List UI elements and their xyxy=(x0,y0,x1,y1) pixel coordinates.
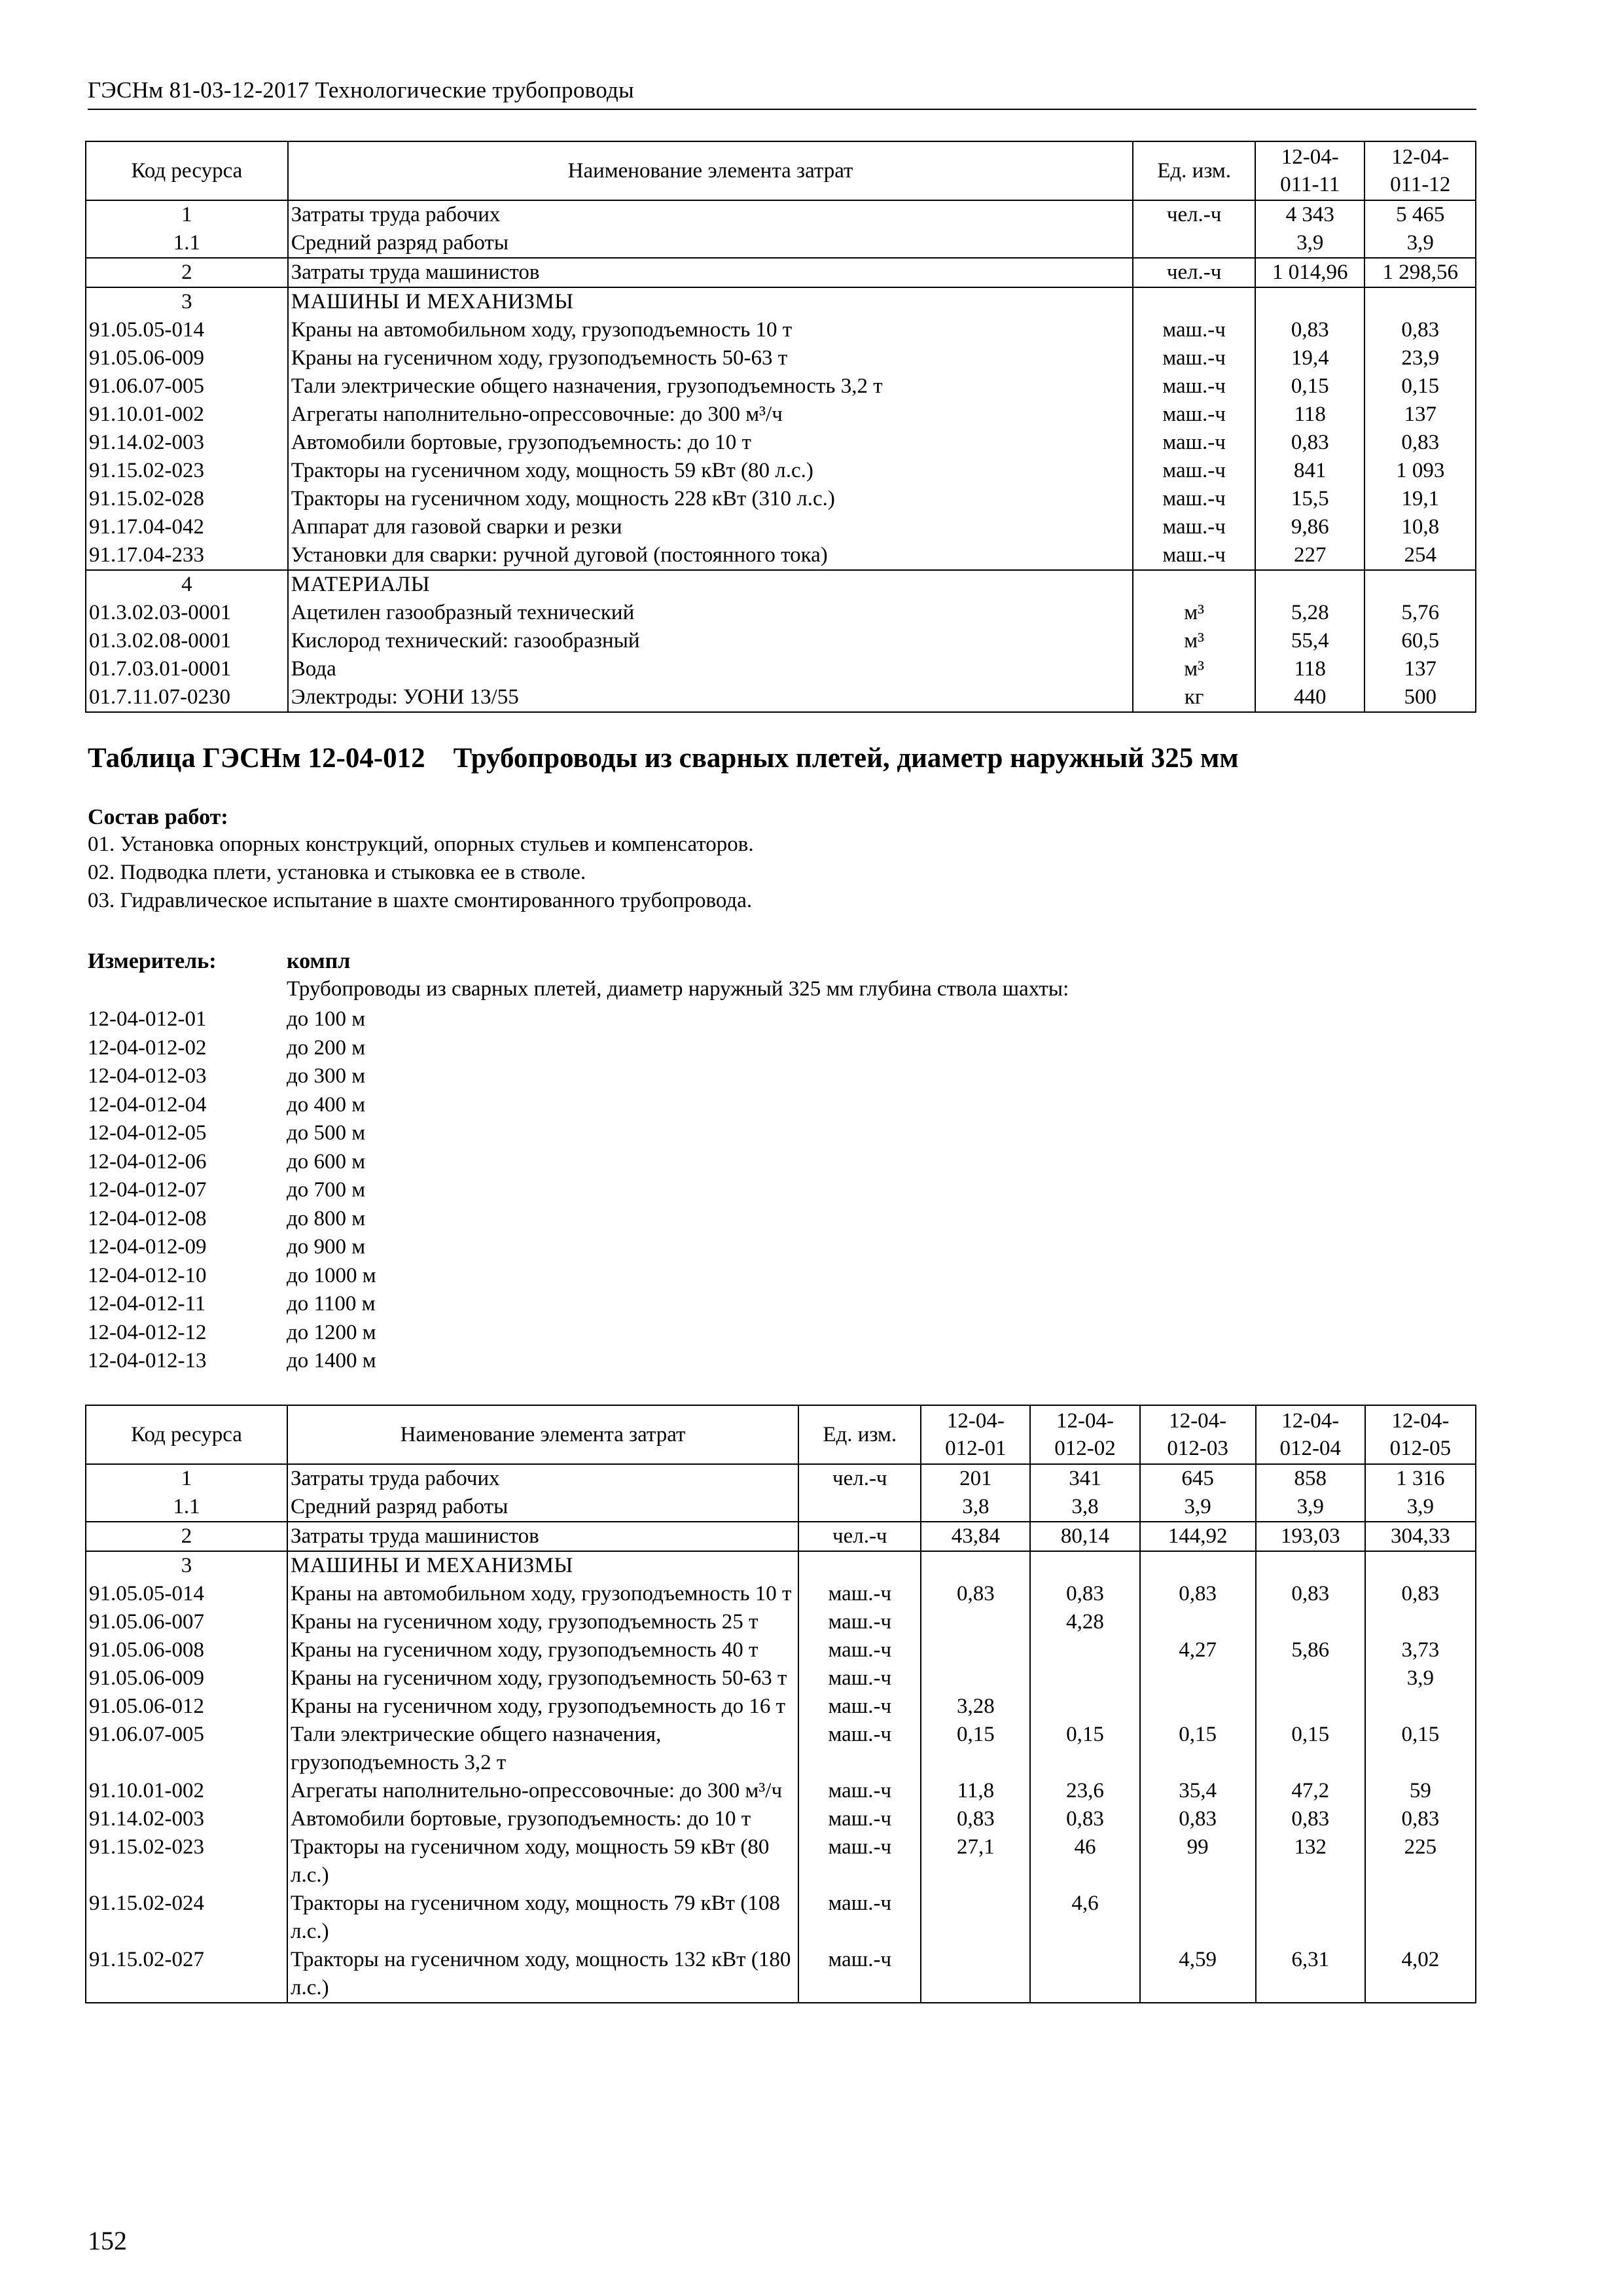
resource-code: 1 xyxy=(86,200,288,229)
table-row xyxy=(86,200,1476,229)
value-cell: 23,6 xyxy=(1030,1777,1139,1805)
table-row xyxy=(86,1777,1476,1805)
value-cell xyxy=(1140,1890,1256,1946)
value-cell: 3,9 xyxy=(1256,1493,1365,1522)
value-cell: 15,5 xyxy=(1255,485,1364,513)
resource-code: 01.7.03.01-0001 xyxy=(86,655,288,683)
value-cell: 0,83 xyxy=(1256,1805,1365,1833)
value-cell: 3,9 xyxy=(1365,1493,1476,1522)
table-row xyxy=(86,372,1476,401)
resource-name: Тали электрические общего назначения, грузоподъемность 3,2 т xyxy=(288,372,1133,401)
value-cell: 500 xyxy=(1364,683,1476,712)
value-cell xyxy=(1256,1890,1365,1946)
value-cell xyxy=(1030,1636,1139,1664)
resource-code: 3 xyxy=(86,287,288,316)
norm-code: 12-04-012-10 xyxy=(88,1263,207,1287)
table-row xyxy=(86,1833,1476,1890)
table-row xyxy=(86,1693,1476,1721)
value-cell: 3,9 xyxy=(1255,229,1364,258)
table-header-row xyxy=(86,141,1476,200)
table-row xyxy=(86,683,1476,712)
value-cell: 0,83 xyxy=(1255,316,1364,344)
value-cell xyxy=(1030,1664,1139,1693)
table-row xyxy=(86,1522,1476,1551)
column-header: Код ресурса xyxy=(86,1405,287,1464)
table-row xyxy=(86,1664,1476,1693)
resource-code: 1 xyxy=(86,1464,287,1493)
table-row xyxy=(86,627,1476,655)
unit-cell: м³ xyxy=(1133,599,1255,627)
value-cell: 0,15 xyxy=(1364,372,1476,401)
value-cell xyxy=(1140,1693,1256,1721)
table-row xyxy=(86,655,1476,683)
resource-name: Краны на гусеничном ходу, грузоподъемность 50-63 т xyxy=(287,1664,798,1693)
value-cell: 5,86 xyxy=(1256,1636,1365,1664)
value-cell: 59 xyxy=(1365,1777,1476,1805)
resource-name: Средний разряд работы xyxy=(287,1493,798,1522)
resource-table-012 xyxy=(85,1405,1476,2003)
value-cell: 440 xyxy=(1255,683,1364,712)
unit-cell xyxy=(798,1493,921,1522)
unit-cell: чел.-ч xyxy=(1133,258,1255,287)
resource-code: 91.05.06-012 xyxy=(86,1693,287,1721)
norm-code: 12-04-012-11 xyxy=(88,1292,206,1316)
value-cell: 35,4 xyxy=(1140,1777,1256,1805)
resource-code: 91.15.02-028 xyxy=(86,485,288,513)
unit-cell: маш.-ч xyxy=(798,1693,921,1721)
unit-cell: маш.-ч xyxy=(1133,344,1255,372)
norm-code: 12-04-012-13 xyxy=(88,1349,207,1372)
work-item: 02. Подводка плети, установка и стыковка ее в стволе. xyxy=(88,861,586,884)
value-cell: 645 xyxy=(1140,1464,1256,1493)
value-cell: 0,83 xyxy=(1140,1805,1256,1833)
table-row xyxy=(86,1805,1476,1833)
measurer-label: Измеритель: xyxy=(88,949,217,973)
resource-code: 2 xyxy=(86,1522,287,1551)
value-cell: 5,76 xyxy=(1364,599,1476,627)
column-header: Код ресурса xyxy=(86,141,288,200)
value-cell xyxy=(1030,1946,1139,2003)
resource-code: 91.17.04-042 xyxy=(86,513,288,541)
resource-name: Автомобили бортовые, грузоподъемность: до 10 т xyxy=(287,1805,798,1833)
value-cell: 10,8 xyxy=(1364,513,1476,541)
shaft-depth: до 200 м xyxy=(287,1035,366,1060)
resource-name: Затраты труда рабочих xyxy=(288,200,1133,229)
value-cell xyxy=(921,1946,1030,2003)
value-cell: 858 xyxy=(1256,1464,1365,1493)
resource-name: Краны на гусеничном ходу, грузоподъемность 40 т xyxy=(287,1636,798,1664)
value-cell xyxy=(1256,1551,1365,1580)
resource-name: Тракторы на гусеничном ходу, мощность 132 кВт (180 л.с.) xyxy=(287,1946,798,2003)
resource-name: Автомобили бортовые, грузоподъемность: до 10 т xyxy=(288,429,1133,457)
table-row xyxy=(86,1464,1476,1493)
value-cell: 0,83 xyxy=(921,1805,1030,1833)
norm-code-header: 12-04- 012-03 xyxy=(1140,1405,1256,1464)
resource-name: Краны на гусеничном ходу, грузоподъемность 50-63 т xyxy=(288,344,1133,372)
header-rule xyxy=(88,109,1476,110)
shaft-depth: до 800 м xyxy=(287,1206,366,1230)
unit-cell: маш.-ч xyxy=(1133,457,1255,485)
norm-code-header: 12-04- 012-05 xyxy=(1365,1405,1476,1464)
value-cell: 0,83 xyxy=(1365,1580,1476,1608)
unit-cell xyxy=(1133,570,1255,599)
unit-cell: маш.-ч xyxy=(798,1664,921,1693)
value-cell xyxy=(1365,1551,1476,1580)
value-cell: 3,9 xyxy=(1365,1664,1476,1693)
norm-code: 12-04-012-05 xyxy=(88,1121,207,1145)
resource-code: 91.15.02-023 xyxy=(86,457,288,485)
value-cell: 55,4 xyxy=(1255,627,1364,655)
resource-code: 2 xyxy=(86,258,288,287)
resource-name: Краны на автомобильном ходу, грузоподъемность 10 т xyxy=(288,316,1133,344)
unit-cell: чел.-ч xyxy=(798,1522,921,1551)
value-cell: 0,15 xyxy=(1255,372,1364,401)
unit-cell: маш.-ч xyxy=(798,1636,921,1664)
shaft-depth: до 1000 м xyxy=(287,1263,376,1287)
value-cell: 3,9 xyxy=(1140,1493,1256,1522)
value-cell: 118 xyxy=(1255,401,1364,429)
value-cell: 144,92 xyxy=(1140,1522,1256,1551)
value-cell: 0,83 xyxy=(921,1580,1030,1608)
value-cell: 1 298,56 xyxy=(1364,258,1476,287)
resource-name: Аппарат для газовой сварки и резки xyxy=(288,513,1133,541)
table-row xyxy=(86,258,1476,287)
norm-code-header: 12-04- 012-02 xyxy=(1030,1405,1139,1464)
norm-code: 12-04-012-04 xyxy=(88,1092,207,1117)
resource-code: 91.17.04-233 xyxy=(86,541,288,570)
resource-name: Краны на гусеничном ходу, грузоподъемность до 16 т xyxy=(287,1693,798,1721)
table-row xyxy=(86,457,1476,485)
value-cell xyxy=(1030,1551,1139,1580)
table-row xyxy=(86,513,1476,541)
value-cell xyxy=(921,1551,1030,1580)
section-row xyxy=(86,570,1476,599)
value-cell: 1 316 xyxy=(1365,1464,1476,1493)
value-cell xyxy=(1255,287,1364,316)
value-cell: 0,15 xyxy=(921,1721,1030,1777)
shaft-depth: до 1100 м xyxy=(287,1292,376,1316)
value-cell: 841 xyxy=(1255,457,1364,485)
resource-code: 91.05.05-014 xyxy=(86,1580,287,1608)
table-row xyxy=(86,429,1476,457)
value-cell: 304,33 xyxy=(1365,1522,1476,1551)
value-cell xyxy=(1030,1693,1139,1721)
value-cell: 0,83 xyxy=(1255,429,1364,457)
value-cell xyxy=(1365,1693,1476,1721)
resource-code: 1.1 xyxy=(86,1493,287,1522)
value-cell: 137 xyxy=(1364,401,1476,429)
norm-code: 12-04-012-12 xyxy=(88,1320,207,1344)
running-header: ГЭСНм 81-03-12-2017 Технологические трубопроводы xyxy=(88,77,634,103)
value-cell: 4,27 xyxy=(1140,1636,1256,1664)
resource-table-011 xyxy=(85,141,1476,713)
resource-name: Агрегаты наполнительно-опрессовочные: до 300 м³/ч xyxy=(287,1777,798,1805)
value-cell xyxy=(1365,1890,1476,1946)
value-cell xyxy=(1140,1608,1256,1636)
value-cell: 4,59 xyxy=(1140,1946,1256,2003)
table-row xyxy=(86,401,1476,429)
unit-cell: кг xyxy=(1133,683,1255,712)
norm-code: 12-04-012-09 xyxy=(88,1235,207,1259)
unit-cell: маш.-ч xyxy=(1133,513,1255,541)
resource-code: 91.05.06-009 xyxy=(86,344,288,372)
resource-code: 1.1 xyxy=(86,229,288,258)
shaft-depth: до 700 м xyxy=(287,1178,366,1202)
works-heading: Состав работ: xyxy=(88,805,228,829)
resource-code: 91.05.05-014 xyxy=(86,316,288,344)
value-cell: 4,28 xyxy=(1030,1608,1139,1636)
resource-code: 01.7.11.07-0230 xyxy=(86,683,288,712)
value-cell xyxy=(1364,570,1476,599)
value-cell: 225 xyxy=(1365,1833,1476,1890)
value-cell: 80,14 xyxy=(1030,1522,1139,1551)
value-cell: 118 xyxy=(1255,655,1364,683)
measurer-description: Трубопроводы из сварных плетей, диаметр наружный 325 мм глубина ствола шахты: xyxy=(287,977,1069,1001)
value-cell: 0,15 xyxy=(1365,1721,1476,1777)
value-cell: 3,8 xyxy=(1030,1493,1139,1522)
shaft-depth: до 900 м xyxy=(287,1235,366,1259)
resource-code: 91.06.07-005 xyxy=(86,372,288,401)
value-cell: 0,83 xyxy=(1140,1580,1256,1608)
value-cell: 47,2 xyxy=(1256,1777,1365,1805)
norm-code: 12-04-012-08 xyxy=(88,1206,207,1230)
value-cell: 137 xyxy=(1364,655,1476,683)
shaft-depth: до 400 м xyxy=(287,1092,366,1117)
column-header: Ед. изм. xyxy=(798,1405,921,1464)
value-cell: 0,83 xyxy=(1030,1580,1139,1608)
value-cell: 0,83 xyxy=(1364,429,1476,457)
resource-code: 3 xyxy=(86,1551,287,1580)
resource-name: Краны на гусеничном ходу, грузоподъемность 25 т xyxy=(287,1608,798,1636)
unit-cell: маш.-ч xyxy=(1133,316,1255,344)
value-cell: 341 xyxy=(1030,1464,1139,1493)
norm-code: 12-04-012-06 xyxy=(88,1149,207,1174)
shaft-depth: до 300 м xyxy=(287,1064,366,1088)
value-cell: 1 093 xyxy=(1364,457,1476,485)
norm-code: 12-04-012-02 xyxy=(88,1035,207,1060)
table-row xyxy=(86,1580,1476,1608)
resource-name: Тракторы на гусеничном ходу, мощность 59 кВт (80 л.с.) xyxy=(287,1833,798,1890)
value-cell: 27,1 xyxy=(921,1833,1030,1890)
value-cell: 0,15 xyxy=(1030,1721,1139,1777)
value-cell: 9,86 xyxy=(1255,513,1364,541)
resource-name: Краны на автомобильном ходу, грузоподъемность 10 т xyxy=(287,1580,798,1608)
resource-code: 01.3.02.08-0001 xyxy=(86,627,288,655)
unit-cell: маш.-ч xyxy=(798,1777,921,1805)
value-cell: 60,5 xyxy=(1364,627,1476,655)
value-cell: 11,8 xyxy=(921,1777,1030,1805)
value-cell: 227 xyxy=(1255,541,1364,570)
shaft-depth: до 1200 м xyxy=(287,1320,376,1344)
resource-code: 91.05.06-008 xyxy=(86,1636,287,1664)
unit-cell: чел.-ч xyxy=(798,1464,921,1493)
value-cell: 254 xyxy=(1364,541,1476,570)
value-cell xyxy=(1256,1664,1365,1693)
value-cell xyxy=(921,1608,1030,1636)
resource-name: МАШИНЫ И МЕХАНИЗМЫ xyxy=(287,1551,798,1580)
unit-cell: чел.-ч xyxy=(1133,200,1255,229)
value-cell: 0,83 xyxy=(1030,1805,1139,1833)
work-item: 01. Установка опорных конструкций, опорных стульев и компенсаторов. xyxy=(88,833,754,856)
shaft-depth: до 500 м xyxy=(287,1121,366,1145)
norm-code-header: 12-04- 012-04 xyxy=(1256,1405,1365,1464)
unit-cell: маш.-ч xyxy=(798,1608,921,1636)
value-cell: 4,02 xyxy=(1365,1946,1476,2003)
value-cell xyxy=(1256,1693,1365,1721)
table-row xyxy=(86,316,1476,344)
value-cell: 99 xyxy=(1140,1833,1256,1890)
value-cell xyxy=(1365,1608,1476,1636)
value-cell: 5,28 xyxy=(1255,599,1364,627)
unit-cell: маш.-ч xyxy=(1133,541,1255,570)
unit-cell: маш.-ч xyxy=(798,1833,921,1890)
unit-cell: маш.-ч xyxy=(798,1805,921,1833)
table-row xyxy=(86,485,1476,513)
value-cell: 4,6 xyxy=(1030,1890,1139,1946)
section-row xyxy=(86,287,1476,316)
resource-code: 91.15.02-023 xyxy=(86,1833,287,1890)
table-header-row xyxy=(86,1405,1476,1464)
resource-name: Затраты труда машинистов xyxy=(287,1522,798,1551)
value-cell: 132 xyxy=(1256,1833,1365,1890)
value-cell: 3,8 xyxy=(921,1493,1030,1522)
table-row xyxy=(86,1608,1476,1636)
resource-name: Тракторы на гусеничном ходу, мощность 79 кВт (108 л.с.) xyxy=(287,1890,798,1946)
value-cell: 3,28 xyxy=(921,1693,1030,1721)
resource-name: Агрегаты наполнительно-опрессовочные: до 300 м³/ч xyxy=(288,401,1133,429)
value-cell: 193,03 xyxy=(1256,1522,1365,1551)
table-row xyxy=(86,541,1476,570)
value-cell: 1 014,96 xyxy=(1255,258,1364,287)
resource-name: Тали электрические общего назначения, грузоподъемность 3,2 т xyxy=(287,1721,798,1777)
shaft-depth: до 1400 м xyxy=(287,1349,376,1372)
resource-code: 91.05.06-009 xyxy=(86,1664,287,1693)
value-cell: 6,31 xyxy=(1256,1946,1365,2003)
unit-cell: м³ xyxy=(1133,655,1255,683)
unit-cell: маш.-ч xyxy=(798,1721,921,1777)
resource-name: Вода xyxy=(288,655,1133,683)
table-row xyxy=(86,1721,1476,1777)
resource-code: 91.14.02-003 xyxy=(86,1805,287,1833)
shaft-depth: до 600 м xyxy=(287,1149,366,1174)
page-number: 152 xyxy=(88,2226,127,2255)
unit-cell: маш.-ч xyxy=(1133,372,1255,401)
resource-code: 91.10.01-002 xyxy=(86,1777,287,1805)
norm-code: 12-04-012-01 xyxy=(88,1007,207,1031)
unit-cell: маш.-ч xyxy=(1133,485,1255,513)
section-row xyxy=(86,1551,1476,1580)
value-cell xyxy=(1140,1551,1256,1580)
table-title: Таблица ГЭСНм 12-04-012 Трубопроводы из сварных плетей, диаметр наружный 325 мм xyxy=(88,743,1239,774)
table-row xyxy=(86,1636,1476,1664)
value-cell: 0,83 xyxy=(1256,1580,1365,1608)
resource-name: Тракторы на гусеничном ходу, мощность 59 кВт (80 л.с.) xyxy=(288,457,1133,485)
resource-code: 91.15.02-027 xyxy=(86,1946,287,2003)
measurer-unit: компл xyxy=(287,949,351,973)
value-cell: 0,15 xyxy=(1140,1721,1256,1777)
value-cell xyxy=(921,1636,1030,1664)
unit-cell: маш.-ч xyxy=(1133,429,1255,457)
resource-code: 4 xyxy=(86,570,288,599)
resource-name: Затраты труда рабочих xyxy=(287,1464,798,1493)
norm-code: 12-04-012-03 xyxy=(88,1064,207,1088)
work-item: 03. Гидравлическое испытание в шахте смонтированного трубопровода. xyxy=(88,889,753,912)
resource-name: Установки для сварки: ручной дуговой (постоянного тока) xyxy=(288,541,1133,570)
value-cell xyxy=(1256,1608,1365,1636)
column-header: Наименование элемента затрат xyxy=(287,1405,798,1464)
resource-code: 91.15.02-024 xyxy=(86,1890,287,1946)
value-cell: 19,4 xyxy=(1255,344,1364,372)
resource-code: 91.06.07-005 xyxy=(86,1721,287,1777)
resource-name: МАТЕРИАЛЫ xyxy=(288,570,1133,599)
norm-code: 12-04-012-07 xyxy=(88,1178,207,1202)
value-cell xyxy=(921,1890,1030,1946)
table-row xyxy=(86,599,1476,627)
unit-cell xyxy=(798,1551,921,1580)
resource-code: 01.3.02.03-0001 xyxy=(86,599,288,627)
shaft-depth: до 100 м xyxy=(287,1007,366,1031)
value-cell: 0,83 xyxy=(1364,316,1476,344)
norm-code-header: 12-04- 011-12 xyxy=(1364,141,1476,200)
unit-cell xyxy=(1133,287,1255,316)
value-cell: 4 343 xyxy=(1255,200,1364,229)
resource-name: Тракторы на гусеничном ходу, мощность 228 кВт (310 л.с.) xyxy=(288,485,1133,513)
value-cell: 23,9 xyxy=(1364,344,1476,372)
value-cell: 43,84 xyxy=(921,1522,1030,1551)
unit-cell xyxy=(1133,229,1255,258)
unit-cell: маш.-ч xyxy=(798,1946,921,2003)
unit-cell: маш.-ч xyxy=(798,1890,921,1946)
resource-name: Затраты труда машинистов xyxy=(288,258,1133,287)
resource-name: Ацетилен газообразный технический xyxy=(288,599,1133,627)
resource-name: Средний разряд работы xyxy=(288,229,1133,258)
unit-cell: м³ xyxy=(1133,627,1255,655)
value-cell: 3,9 xyxy=(1364,229,1476,258)
resource-code: 91.10.01-002 xyxy=(86,401,288,429)
norm-code-header: 12-04- 012-01 xyxy=(921,1405,1030,1464)
table-row xyxy=(86,344,1476,372)
norm-code-header: 12-04- 011-11 xyxy=(1255,141,1364,200)
column-header: Ед. изм. xyxy=(1133,141,1255,200)
value-cell: 201 xyxy=(921,1464,1030,1493)
value-cell xyxy=(1364,287,1476,316)
table-row xyxy=(86,1493,1476,1522)
value-cell: 46 xyxy=(1030,1833,1139,1890)
value-cell: 0,83 xyxy=(1365,1805,1476,1833)
unit-cell: маш.-ч xyxy=(798,1580,921,1608)
value-cell: 3,73 xyxy=(1365,1636,1476,1664)
resource-name: МАШИНЫ И МЕХАНИЗМЫ xyxy=(288,287,1133,316)
resource-code: 91.05.06-007 xyxy=(86,1608,287,1636)
resource-code: 91.14.02-003 xyxy=(86,429,288,457)
unit-cell: маш.-ч xyxy=(1133,401,1255,429)
value-cell: 19,1 xyxy=(1364,485,1476,513)
value-cell xyxy=(1255,570,1364,599)
table-row xyxy=(86,229,1476,258)
table-row xyxy=(86,1890,1476,1946)
column-header: Наименование элемента затрат xyxy=(288,141,1133,200)
resource-name: Кислород технический: газообразный xyxy=(288,627,1133,655)
resource-name: Электроды: УОНИ 13/55 xyxy=(288,683,1133,712)
table-row xyxy=(86,1946,1476,2003)
value-cell: 0,15 xyxy=(1256,1721,1365,1777)
value-cell xyxy=(921,1664,1030,1693)
value-cell xyxy=(1140,1664,1256,1693)
value-cell: 5 465 xyxy=(1364,200,1476,229)
